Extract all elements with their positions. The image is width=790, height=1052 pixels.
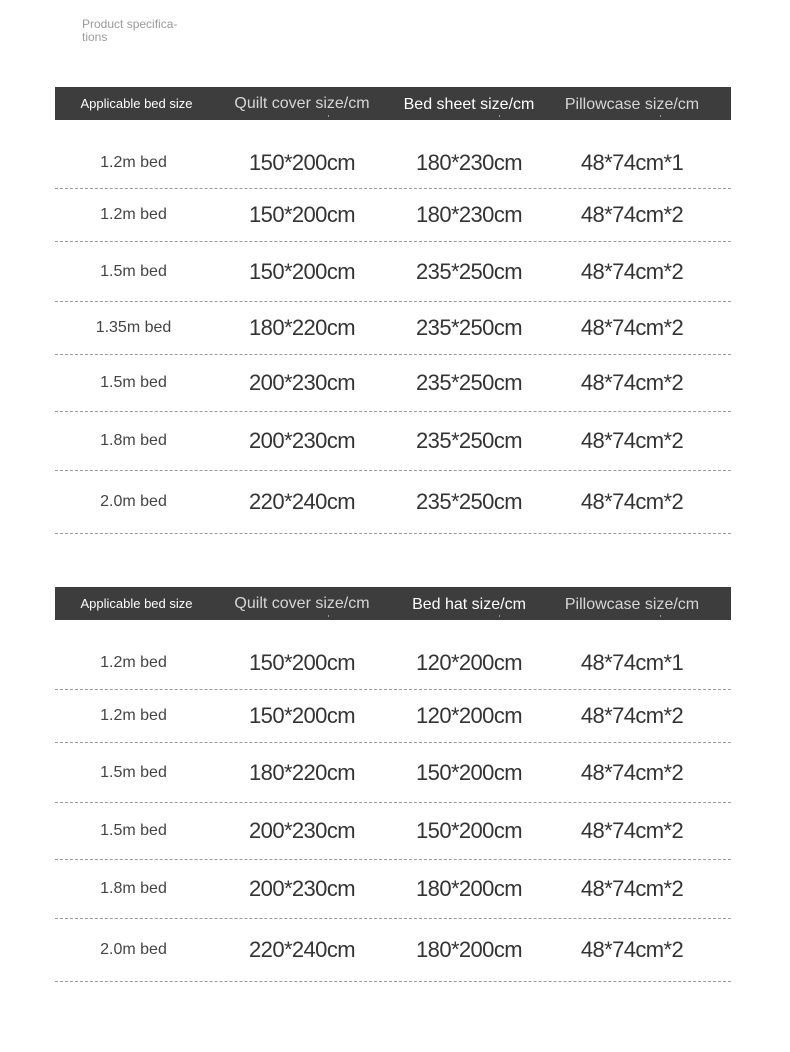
bed-size-cell: 1.5m bed bbox=[100, 763, 167, 781]
bed-sheet-cell: 180*230cm bbox=[416, 202, 522, 227]
bed-hat-cell: 150*200cm bbox=[416, 818, 522, 843]
pillowcase-cell: 48*74cm*2 bbox=[580, 202, 684, 227]
table-header-row bbox=[55, 87, 731, 120]
bed-sheet-cell: 235*250cm bbox=[416, 489, 522, 514]
quilt-cover-cell: 150*200cm bbox=[249, 703, 355, 728]
quilt-cover-cell: 200*230cm bbox=[249, 818, 355, 843]
header-tick-mark bbox=[328, 615, 329, 617]
page-heading bbox=[82, 18, 192, 44]
table-header-row bbox=[55, 587, 731, 620]
bed-size-cell: 2.0m bed bbox=[100, 493, 167, 510]
pillowcase-cell: 48*74cm*2 bbox=[580, 937, 684, 962]
bed-hat-cell: 180*200cm bbox=[416, 937, 522, 962]
quilt-cover-cell: 180*220cm bbox=[249, 759, 355, 785]
bed-size-cell: 1.8m bed bbox=[100, 432, 167, 449]
quilt-cover-cell: 200*230cm bbox=[249, 428, 355, 453]
bed-size-cell: 1.35m bed bbox=[95, 319, 172, 336]
table-row bbox=[55, 302, 731, 355]
pillowcase-cell: 48*74cm*2 bbox=[580, 489, 684, 514]
table-row bbox=[55, 120, 731, 189]
header-pillowcase-size: Pillowcase size/cm bbox=[564, 596, 700, 613]
table-row bbox=[55, 860, 731, 919]
bed-hat-cell: 180*200cm bbox=[416, 876, 522, 901]
pillowcase-cell: 48*74cm*2 bbox=[580, 876, 684, 901]
pillowcase-cell: 48*74cm*1 bbox=[580, 150, 684, 175]
header-tick-mark bbox=[499, 115, 500, 117]
bed-size-cell: 1.2m bed bbox=[100, 206, 167, 223]
quilt-cover-cell: 200*230cm bbox=[249, 370, 355, 395]
bed-hat-cell: 120*200cm bbox=[416, 650, 522, 675]
quilt-cover-cell: 150*200cm bbox=[249, 650, 355, 675]
quilt-cover-cell: 150*200cm bbox=[249, 202, 355, 227]
quilt-cover-cell: 220*240cm bbox=[249, 489, 355, 514]
bed-size-cell: 2.0m bed bbox=[100, 941, 167, 958]
bed-size-cell: 1.5m bed bbox=[100, 374, 167, 391]
header-quilt-cover-size: Quilt cover size/cm bbox=[234, 95, 370, 112]
pillowcase-cell: 48*74cm*2 bbox=[580, 818, 684, 843]
quilt-cover-cell: 220*240cm bbox=[249, 937, 355, 962]
bed-hat-cell: 150*200cm bbox=[416, 759, 522, 785]
pillowcase-cell: 48*74cm*2 bbox=[580, 428, 684, 453]
table-row bbox=[55, 471, 731, 534]
header-bed-size: Applicable bed size bbox=[80, 96, 193, 111]
bed-size-cell: 1.8m bed bbox=[100, 880, 167, 897]
table-row bbox=[55, 412, 731, 471]
pillowcase-cell: 48*74cm*2 bbox=[580, 370, 684, 395]
bed-size-cell: 1.2m bed bbox=[100, 154, 167, 171]
bed-size-cell: 1.5m bed bbox=[100, 262, 167, 280]
table-row bbox=[55, 620, 731, 690]
quilt-cover-cell: 180*220cm bbox=[249, 315, 355, 340]
header-quilt-cover-size: Quilt cover size/cm bbox=[234, 595, 370, 612]
table-row bbox=[55, 803, 731, 860]
pillowcase-cell: 48*74cm*1 bbox=[580, 650, 684, 675]
quilt-cover-cell: 200*230cm bbox=[249, 876, 355, 901]
header-bed-sheet-size: Bed sheet size/cm bbox=[403, 96, 535, 113]
header-tick-mark bbox=[660, 115, 661, 117]
header-bed-hat-size: Bed hat size/cm bbox=[412, 596, 526, 613]
header-tick-mark bbox=[328, 115, 329, 117]
table-row bbox=[55, 919, 731, 982]
page-heading-line-1: Product specifica- tions bbox=[82, 17, 178, 44]
bed-sheet-cell: 180*230cm bbox=[416, 150, 522, 175]
table-row bbox=[55, 690, 731, 743]
bed-sheet-cell: 235*250cm bbox=[416, 370, 522, 395]
header-bed-size: Applicable bed size bbox=[80, 596, 193, 611]
bed-sheet-cell: 235*250cm bbox=[416, 428, 522, 453]
header-tick-mark bbox=[499, 615, 500, 617]
table-row bbox=[55, 242, 731, 302]
pillowcase-cell: 48*74cm*2 bbox=[580, 315, 684, 340]
header-pillowcase-size: Pillowcase size/cm bbox=[564, 96, 700, 113]
table-row bbox=[55, 189, 731, 242]
size-table-fitted-set bbox=[55, 587, 731, 982]
quilt-cover-cell: 150*200cm bbox=[249, 150, 355, 175]
bed-size-cell: 1.5m bed bbox=[100, 822, 167, 839]
bed-sheet-cell: 235*250cm bbox=[416, 258, 522, 284]
bed-hat-cell: 120*200cm bbox=[416, 703, 522, 728]
pillowcase-cell: 48*74cm*2 bbox=[580, 703, 684, 728]
pillowcase-cell: 48*74cm*2 bbox=[580, 258, 684, 284]
size-table-sheet-set bbox=[55, 87, 731, 534]
header-tick-mark bbox=[660, 615, 661, 617]
quilt-cover-cell: 150*200cm bbox=[249, 258, 355, 284]
bed-size-cell: 1.2m bed bbox=[100, 707, 167, 724]
bed-size-cell: 1.2m bed bbox=[100, 654, 167, 671]
table-row bbox=[55, 355, 731, 412]
bed-sheet-cell: 235*250cm bbox=[416, 315, 522, 340]
pillowcase-cell: 48*74cm*2 bbox=[580, 759, 684, 785]
table-row bbox=[55, 743, 731, 803]
